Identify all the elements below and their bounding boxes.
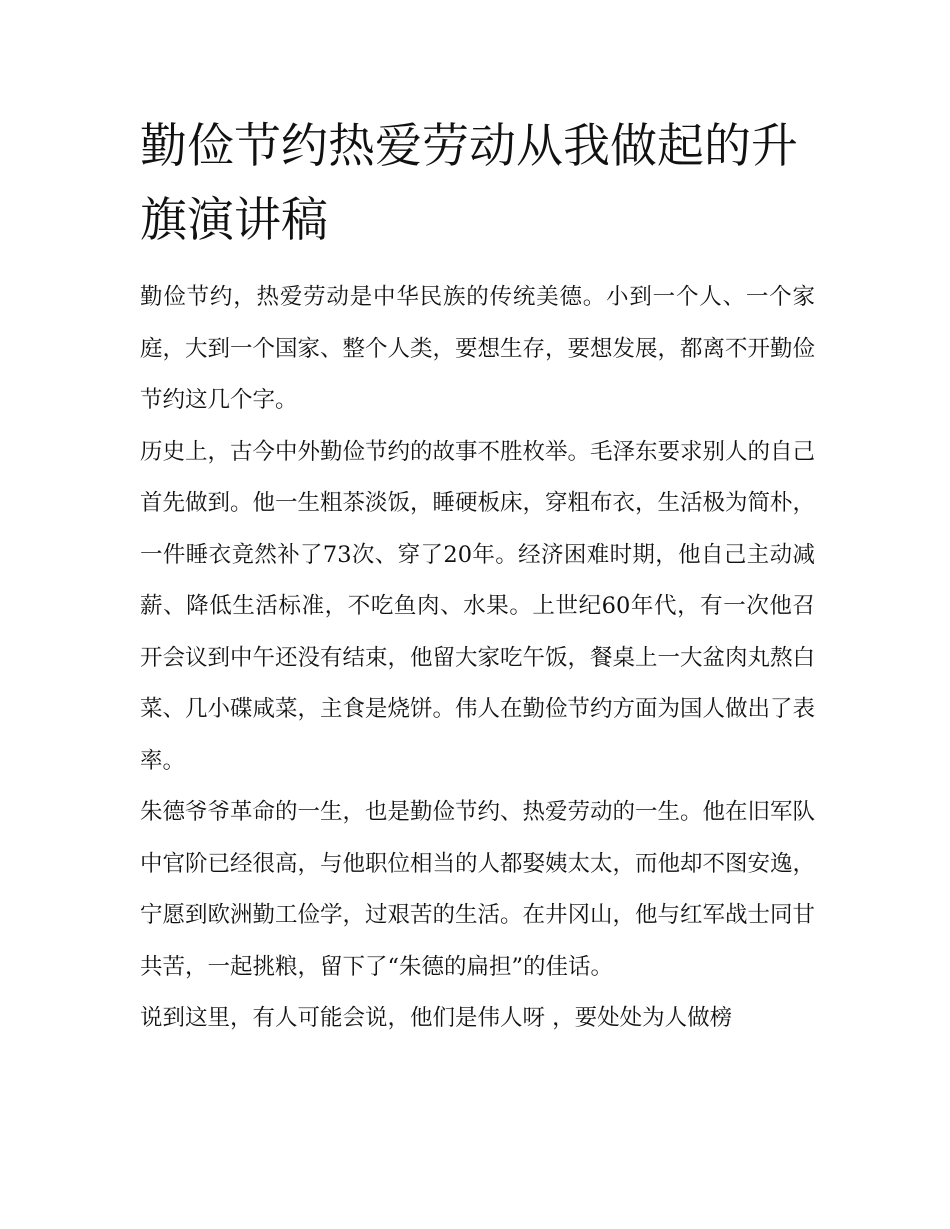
paragraph-1: 勤俭节约，热爱劳动是中华民族的传统美德。小到一个人、一个家庭，大到一个国家、整个人类，要想生存，要想发展，都离不开勤俭节约这几个字。 — [140, 284, 816, 413]
paragraph-4: 说到这里，有人可能会说，他们是伟人呀 ，要处处为人做榜 — [140, 1005, 733, 1031]
document-body — [140, 272, 815, 1045]
document-title: 勤俭节约热爱劳动从我做起的升旗演讲稿 — [140, 119, 798, 248]
document-content — [140, 110, 815, 1045]
paragraph-3: 朱德爷爷革命的一生，也是勤俭节约、热爱劳动的一生。他在旧军队中官阶已经很高，与他职位相当的人都娶姨太太，而他却不图安逸，宁愿到欧洲勤工俭学，过艰苦的生活。在井冈山，他与红军战士同甘共苦，一起挑粮，留下了“朱德的扁担”的佳话。 — [140, 799, 816, 980]
paragraph-2: 历史上，古今中外勤俭节约的故事不胜枚举。毛泽东要求别人的自己首先做到。他一生粗茶淡饭，睡硬板床，穿粗布衣，生活极为简朴，一件睡衣竟然补了73次、穿了20年。经济困难时期，他自己主动减薪、降低生活标准，不吃鱼肉、水果。上世纪60年代，有一次他召开会议到中午还没有结束，他留大家吃午饭，餐桌上一大盆肉丸熬白菜、几小碟咸菜，主食是烧饼。伟人在勤俭节约方面为国人做出了表率。 — [140, 438, 816, 774]
